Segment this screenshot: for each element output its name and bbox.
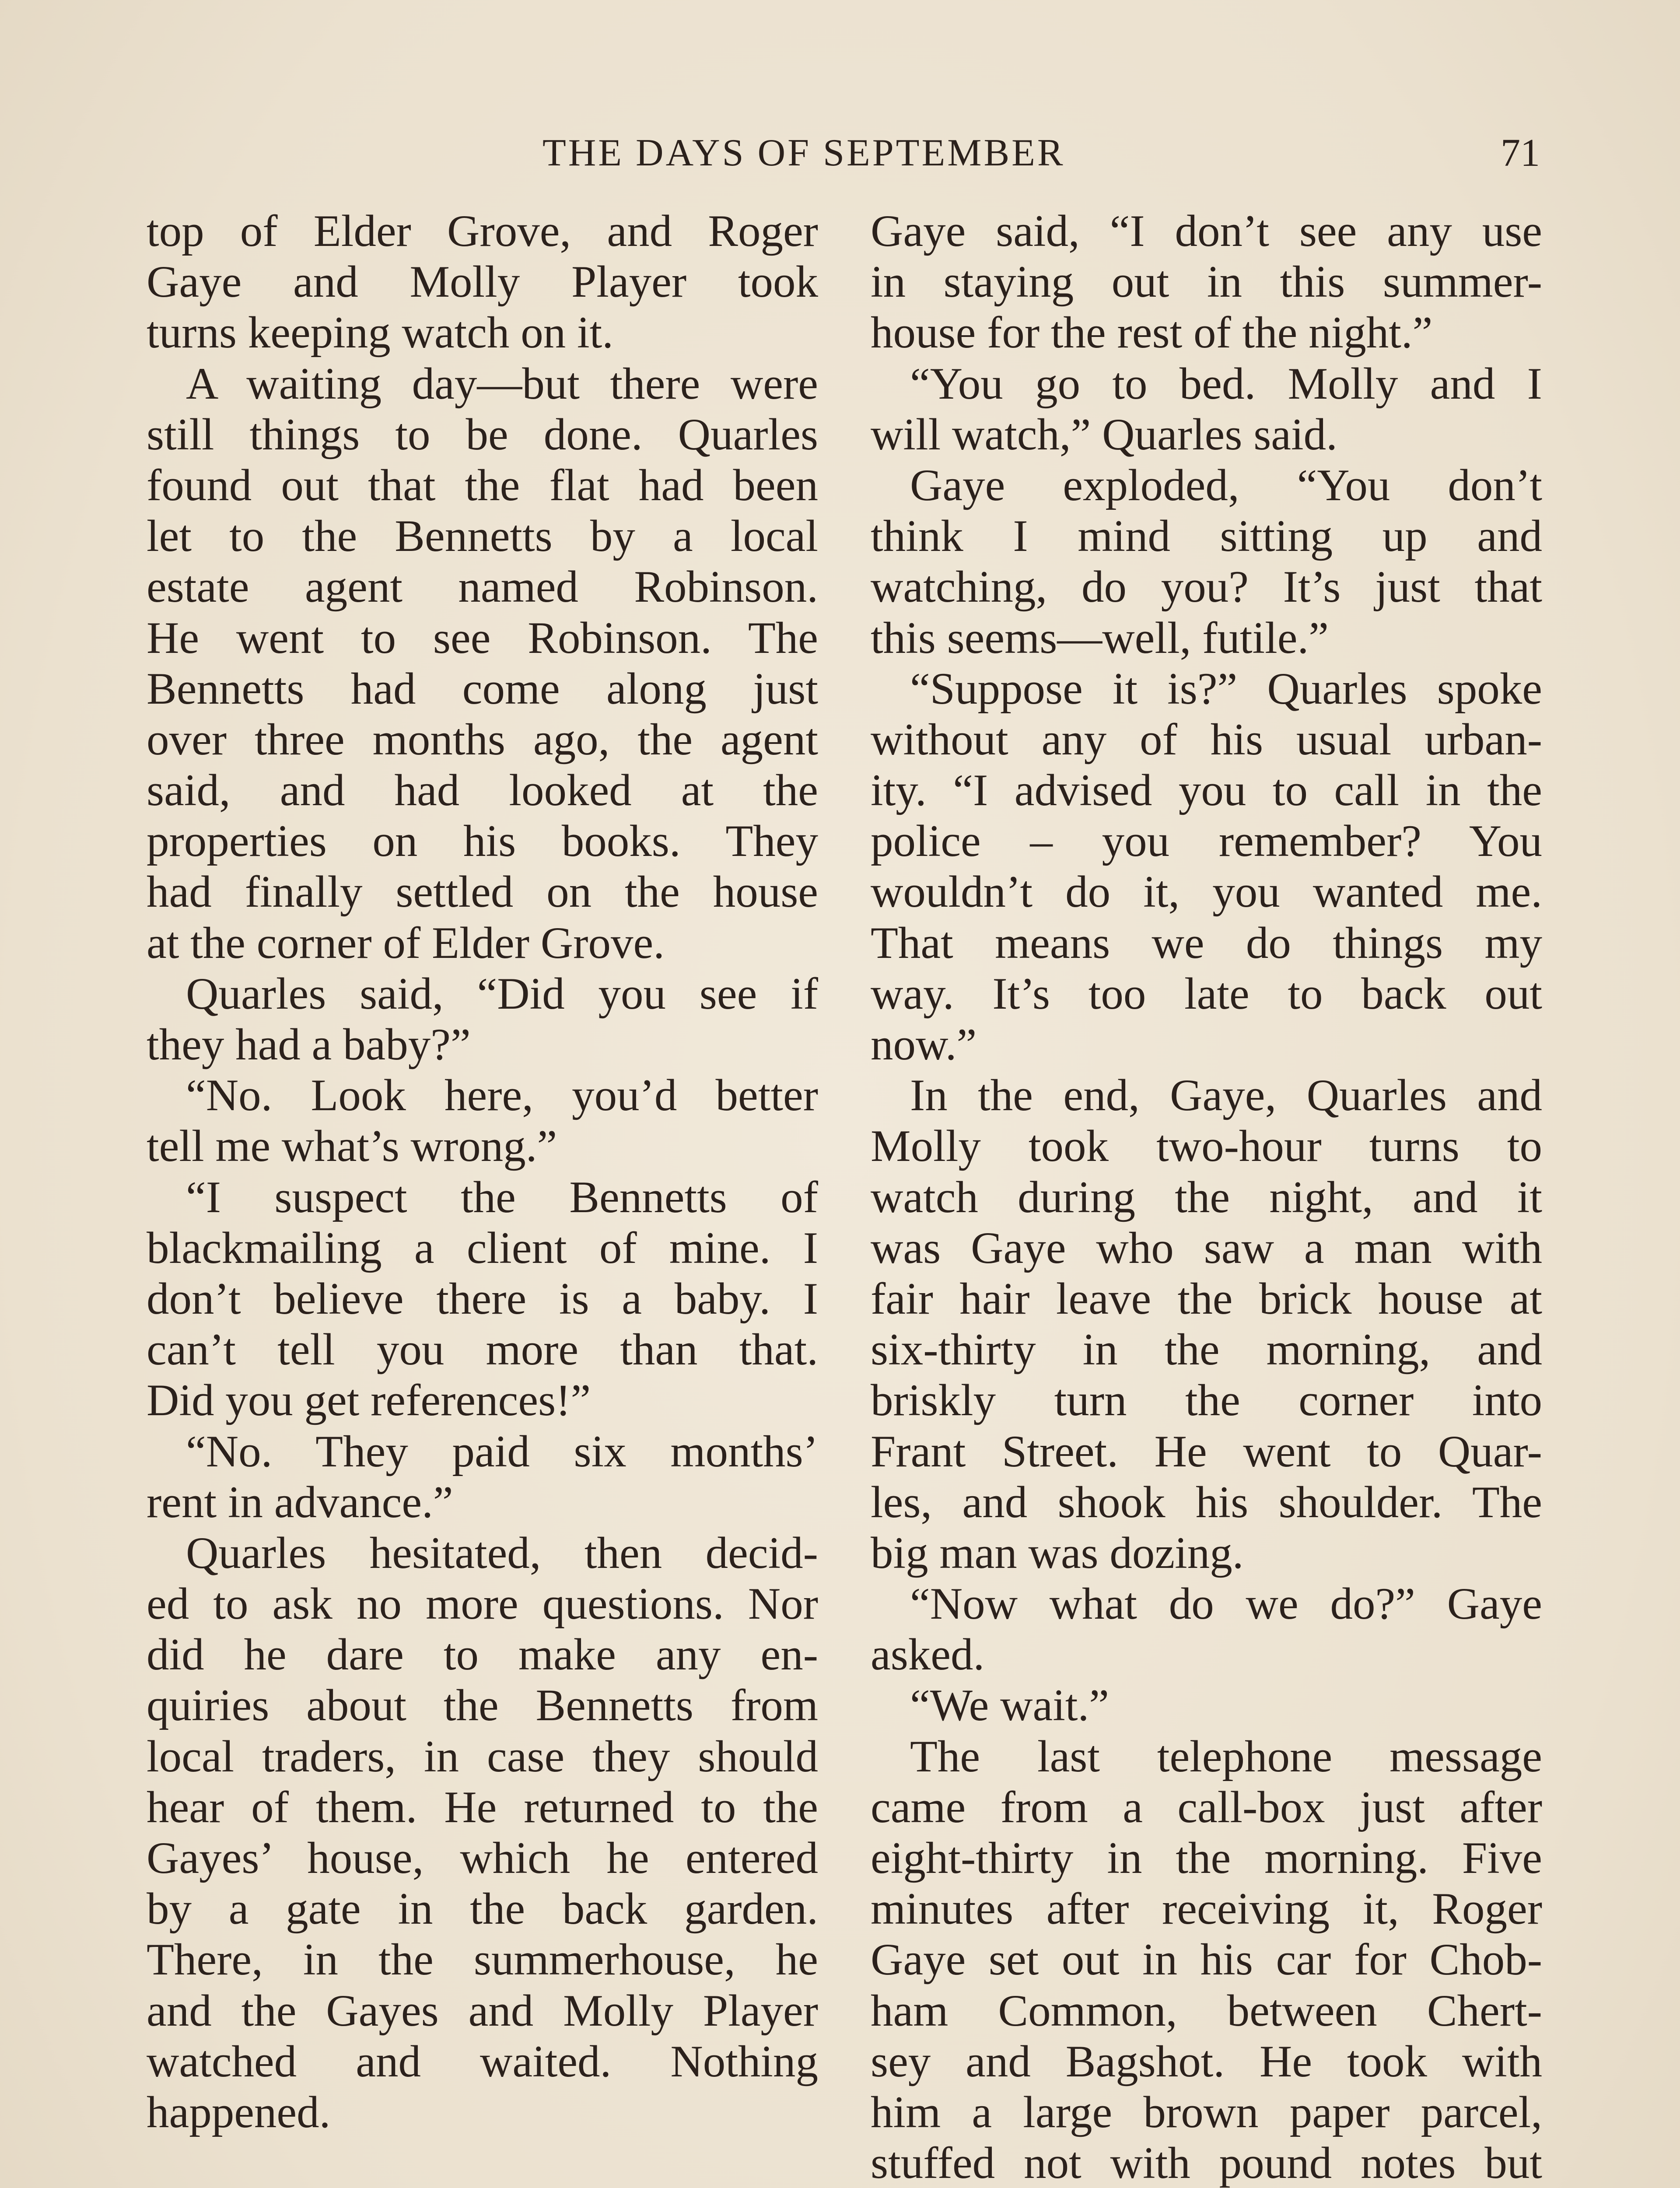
text-line: Quarles hesitated, then decid- <box>186 1528 818 1578</box>
text-line: they had a baby?” <box>147 1020 471 1069</box>
text-line: les, and shook his shoulder. The <box>871 1477 1542 1527</box>
text-line: wouldn’t do it, you wanted me. <box>871 867 1542 917</box>
text-line: at the corner of Elder Grove. <box>147 918 665 968</box>
text-line: fair hair leave the brick house at <box>871 1273 1542 1324</box>
text-line: happened. <box>147 2087 331 2137</box>
text-line: and the Gayes and Molly Player <box>147 1985 818 2036</box>
text-line: “No. They paid six months’ <box>186 1426 818 1476</box>
running-head: THE DAYS OF SEPTEMBER <box>542 132 1065 174</box>
text-line: turns keeping watch on it. <box>147 308 613 358</box>
text-line: Bennetts had come along just <box>147 663 818 714</box>
text-line: properties on his books. They <box>147 816 818 866</box>
text-line: Gaye exploded, “You don’t <box>910 460 1542 510</box>
text-line: blackmailing a client of mine. I <box>147 1223 818 1273</box>
text-line: The last telephone message <box>910 1731 1542 1781</box>
text-line: estate agent named Robinson. <box>147 562 818 612</box>
text-line: In the end, Gaye, Quarles and <box>910 1070 1542 1121</box>
text-line: That means we do things my <box>871 918 1542 968</box>
text-line: ed to ask no more questions. Nor <box>147 1579 818 1629</box>
text-line: “No. Look here, you’d better <box>186 1070 818 1121</box>
text-line: “Suppose it is?” Quarles spoke <box>910 663 1542 714</box>
text-line: Did you get references!” <box>147 1375 591 1426</box>
text-line: Frant Street. He went to Quar- <box>871 1426 1542 1476</box>
text-line: local traders, in case they should <box>147 1731 818 1781</box>
text-line: way. It’s too late to back out <box>871 968 1542 1019</box>
text-line: Gaye set out in his car for Chob- <box>871 1935 1542 1985</box>
text-line: “Now what do we do?” Gaye <box>910 1579 1542 1629</box>
text-line: rent in advance.” <box>147 1477 453 1527</box>
text-line: asked. <box>871 1630 985 1680</box>
text-line: A waiting day—but there were <box>186 358 818 409</box>
right-column <box>871 206 1542 2188</box>
text-line: quiries about the Bennetts from <box>147 1680 818 1731</box>
text-line: watched and waited. Nothing <box>147 2036 818 2086</box>
text-line: said, and had looked at the <box>147 765 818 816</box>
text-line: sey and Bagshot. He took with <box>871 2036 1542 2086</box>
text-line: stuffed not with pound notes but <box>871 2138 1542 2188</box>
text-line: still things to be done. Quarles <box>147 409 818 459</box>
text-line: tell me what’s wrong.” <box>147 1121 557 1171</box>
text-line: Gayes’ house, which he entered <box>147 1833 818 1883</box>
text-line: There, in the summerhouse, he <box>147 1935 818 1985</box>
text-line: “We wait.” <box>910 1680 1109 1731</box>
text-line: ham Common, between Chert- <box>871 1985 1542 2036</box>
text-line: came from a call-box just after <box>871 1782 1542 1832</box>
text-line: Gaye and Molly Player took <box>147 257 818 307</box>
text-line: without any of his usual urban- <box>871 714 1542 764</box>
text-line: will watch,” Quarles said. <box>871 409 1337 459</box>
text-line: did he dare to make any en- <box>147 1630 818 1680</box>
text-line: big man was dozing. <box>871 1528 1244 1578</box>
text-line: over three months ago, the agent <box>147 714 818 764</box>
text-line: “You go to bed. Molly and I <box>910 358 1542 409</box>
text-line: six-thirty in the morning, and <box>871 1325 1542 1375</box>
text-line: briskly turn the corner into <box>871 1375 1542 1426</box>
text-line: Molly took two-hour turns to <box>871 1121 1542 1171</box>
text-line: let to the Bennetts by a local <box>147 511 818 561</box>
text-line: hear of them. He returned to the <box>147 1782 818 1832</box>
text-line: watch during the night, and it <box>871 1172 1542 1222</box>
text-line: Quarles said, “Did you see if <box>186 968 818 1019</box>
text-line: ity. “I advised you to call in the <box>871 765 1542 816</box>
text-line: now.” <box>871 1020 977 1069</box>
text-line: this seems—well, futile.” <box>871 613 1329 663</box>
text-line: think I mind sitting up and <box>871 511 1542 561</box>
text-line: don’t believe there is a baby. I <box>147 1273 818 1324</box>
text-line: minutes after receiving it, Roger <box>871 1884 1542 1934</box>
text-line: was Gaye who saw a man with <box>871 1223 1542 1273</box>
text-line: had finally settled on the house <box>147 867 818 917</box>
text-line: police – you remember? You <box>871 816 1542 866</box>
left-column <box>147 206 818 2188</box>
text-line: He went to see Robinson. The <box>147 613 818 663</box>
text-line: in staying out in this summer- <box>871 257 1542 307</box>
text-line: found out that the flat had been <box>147 460 818 510</box>
text-line: top of Elder Grove, and Roger <box>147 206 818 256</box>
text-line: house for the rest of the night.” <box>871 308 1433 358</box>
page-number: 71 <box>1501 131 1540 175</box>
text-line: Gaye said, “I don’t see any use <box>871 206 1542 256</box>
text-line: him a large brown paper parcel, <box>871 2087 1542 2137</box>
blank-line <box>147 2138 818 2188</box>
text-line: watching, do you? It’s just that <box>871 562 1542 612</box>
text-line: by a gate in the back garden. <box>147 1884 818 1934</box>
text-line: can’t tell you more than that. <box>147 1325 818 1375</box>
text-line: eight-thirty in the morning. Five <box>871 1833 1542 1883</box>
text-line: “I suspect the Bennetts of <box>186 1172 818 1222</box>
